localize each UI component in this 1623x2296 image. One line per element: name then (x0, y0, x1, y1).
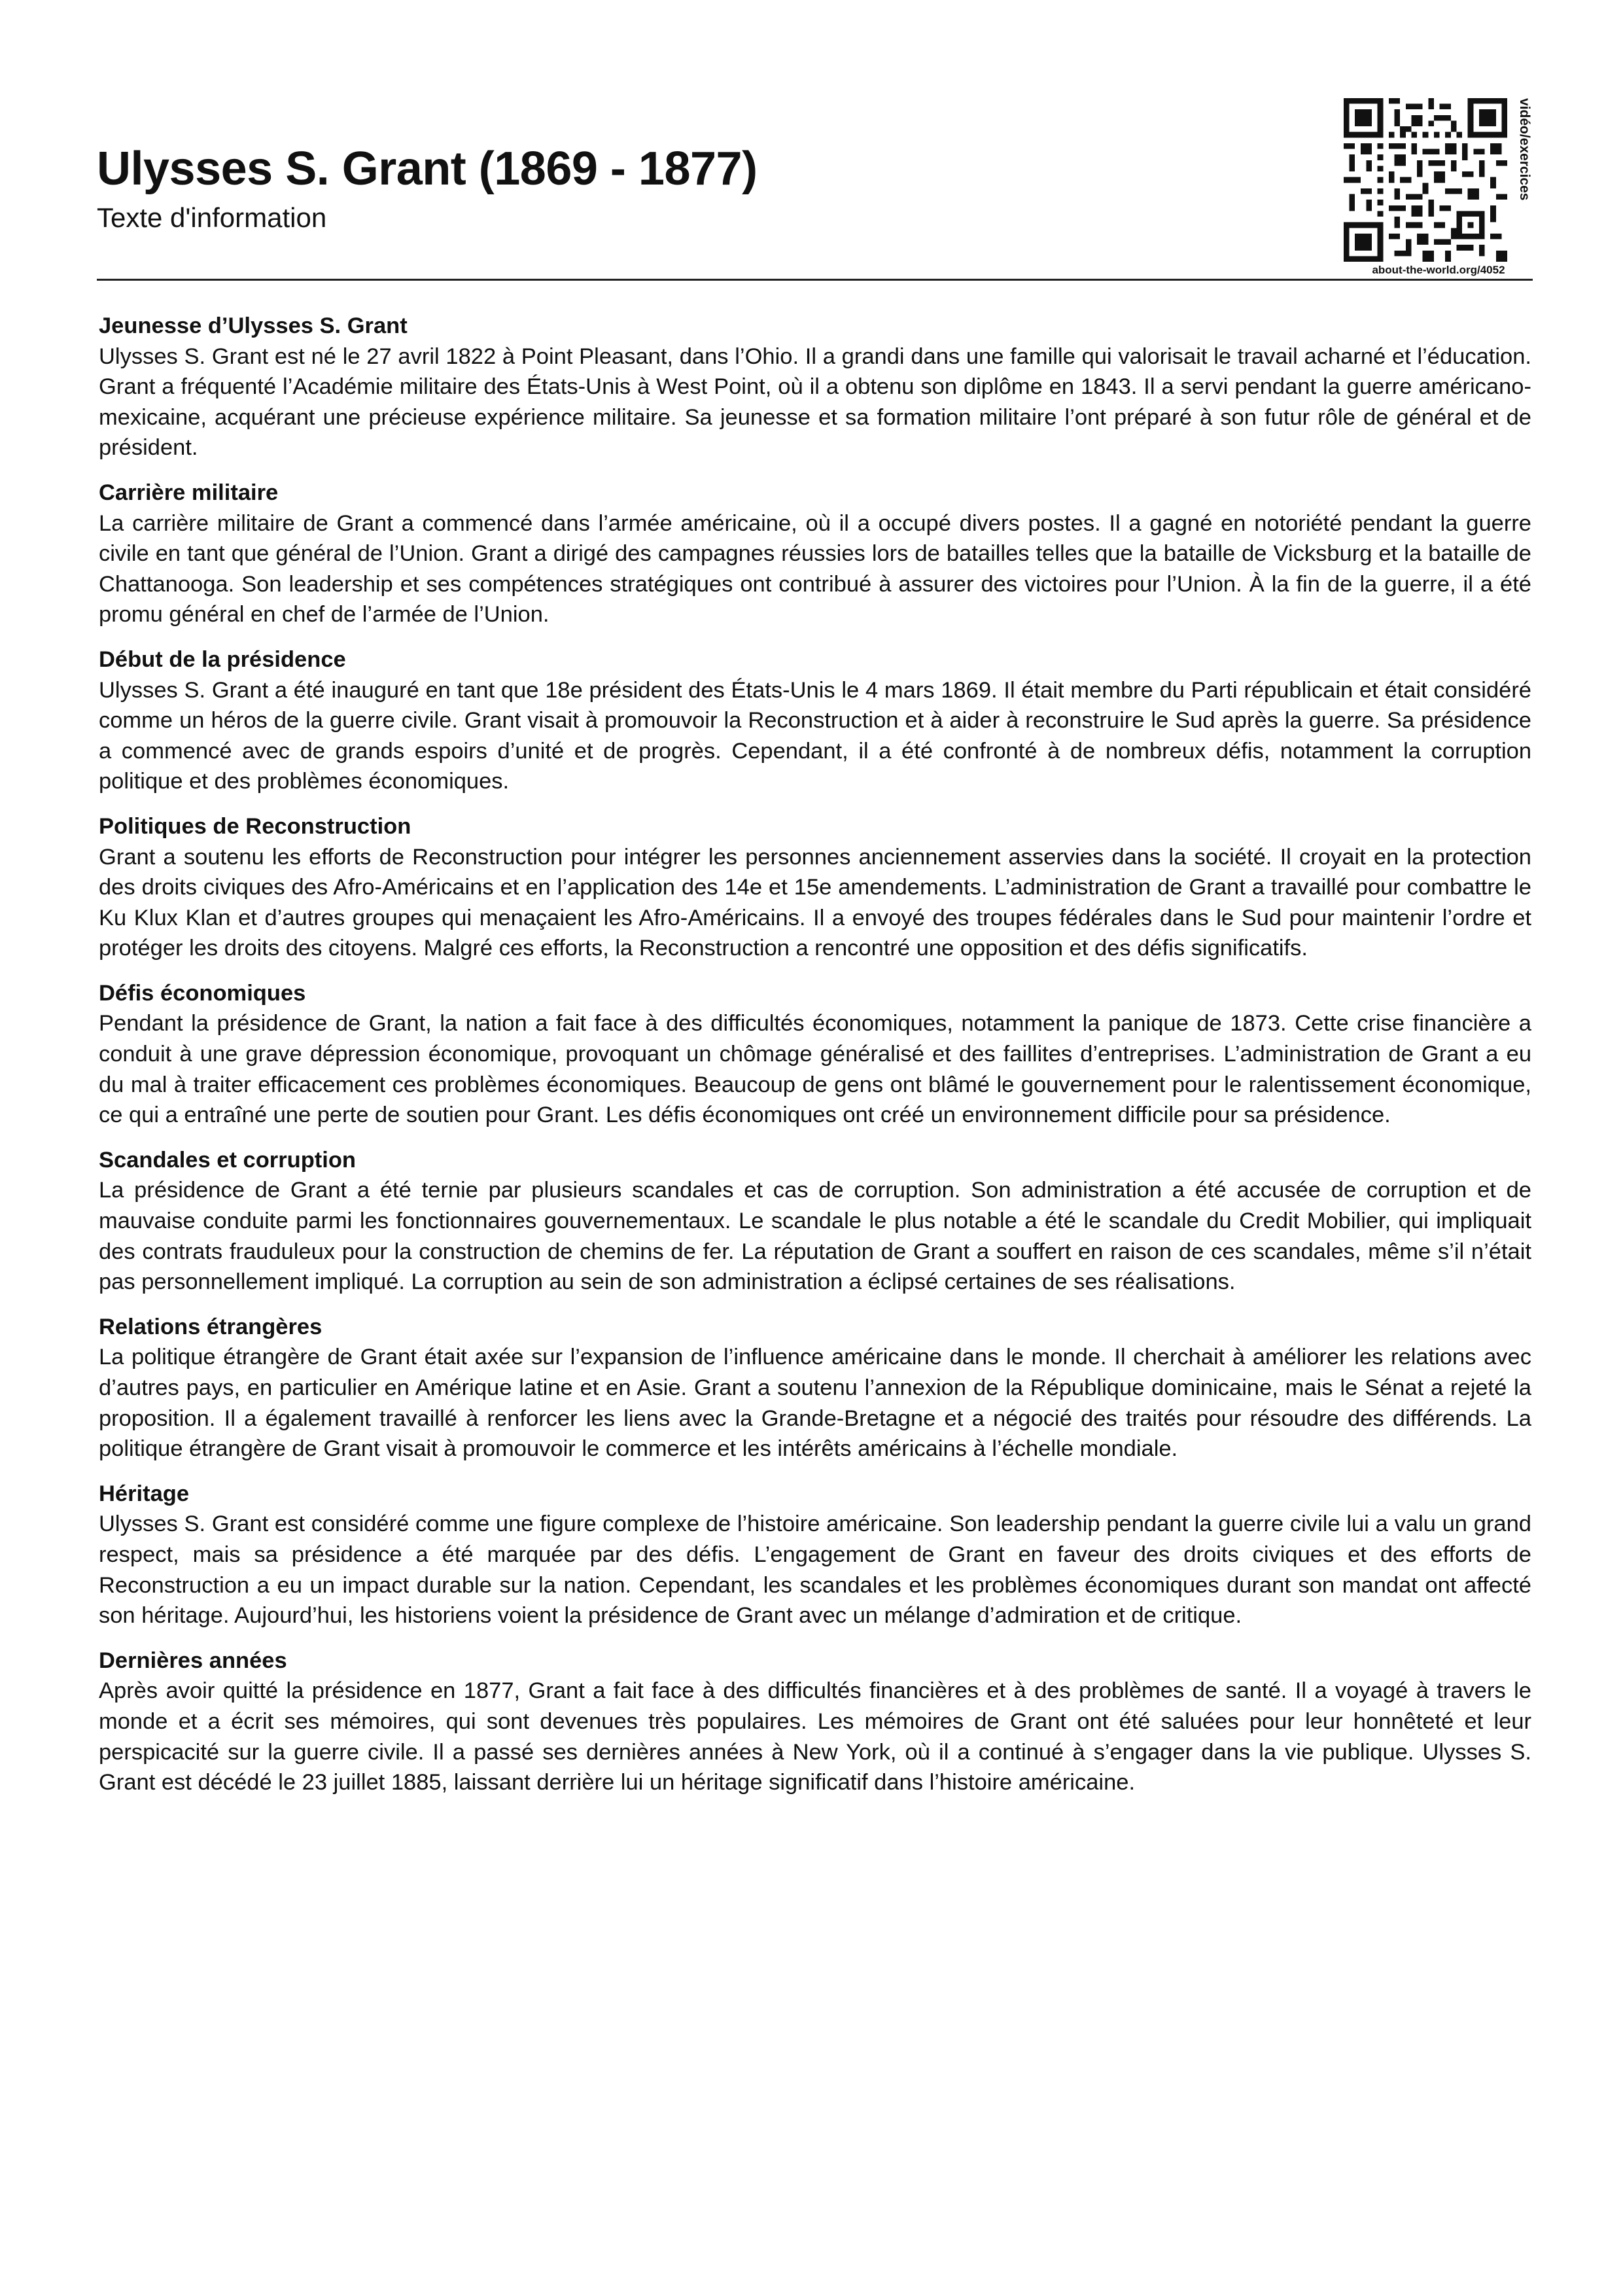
section-paragraph: La présidence de Grant a été ternie par plusieurs scandales et cas de corruption. Son administration a été accusée de corruption et de mauvaise conduite parmi les fonctionnaires gouvernementaux. Le scandale le plus notable a été le scandale du Credit Mobilier, qui impliquait des contrats frauduleux pour la construction de chemins de fer. La réputation de Grant a souffert en raison de ces scandales, même s’il n’était pas personnellement impliqué. La corruption au sein de son administration a éclipsé certaines de ses réalisations. (99, 1178, 1531, 1295)
page-subtitle: Texte d'information (97, 202, 327, 233)
section-paragraph: Ulysses S. Grant a été inauguré en tant que 18e président des États-Unis le 4 mars 1869. Il était membre du Parti républicain et était considéré comme un héros de la guerre civile. Grant visait à promouvoir la Reconstruction et à aider à reconstruire le Sud après la guerre. Sa présidence a commencé avec de grands espoirs d’unité et de progrès. Cependant, il a été confronté à de nombreux défis, notamment la corruption politique et des problèmes économiques. (99, 677, 1531, 794)
section-heading: Défis économiques (99, 980, 306, 1006)
section-heading: Héritage (99, 1481, 190, 1506)
qr-link-block[interactable] (1344, 98, 1533, 279)
section-heading: Politiques de Reconstruction (99, 813, 411, 839)
section-carriere-militaire (99, 478, 1531, 630)
qr-url-link[interactable]: about-the-world.org/4052 (1372, 264, 1505, 276)
section-reconstruction (99, 811, 1531, 964)
section-paragraph: La carrière militaire de Grant a commencé dans l’armée américaine, où il a occupé divers postes. Il a gagné en notoriété pendant la guerre civile en tant que général de l’Union. Grant a dirigé des campagnes réussies lors de batailles telles que la bataille de Vicksburg et la bataille de Chattanooga. Son leadership et ses compétences stratégiques ont contribué à assurer des victoires pour l’Union. À la fin de la guerre, il a été promu général en chef de l’armée de l’Union. (99, 510, 1531, 627)
section-paragraph: Grant a soutenu les efforts de Reconstruction pour intégrer les personnes anciennement asservies dans la société. Il croyait en la protection des droits civiques des Afro-Américains et en l’application des 14e et 15e amendements. L’administration de Grant a travaillé pour combattre le Ku Klux Klan et d’autres groupes qui menaçaient les Afro-Américains. Il a envoyé des troupes fédérales dans le Sud pour maintenir l’ordre et protéger les droits des citoyens. Malgré ces efforts, la Reconstruction a rencontré une opposition et des défis significatifs. (99, 844, 1531, 961)
section-heading: Début de la présidence (99, 646, 346, 672)
section-scandales (99, 1145, 1531, 1298)
section-heading: Jeunesse d’Ulysses S. Grant (99, 313, 408, 338)
qr-code-icon[interactable] (1344, 98, 1507, 262)
section-defis-economiques (99, 978, 1531, 1131)
section-debut-presidence (99, 645, 1531, 797)
section-paragraph: Après avoir quitté la présidence en 1877, Grant a fait face à des difficultés financières et à des problèmes de santé. Il a voyagé à travers le monde et a écrit ses mémoires, qui sont devenues très populaires. Les mémoires de Grant ont été saluées pour leur honnêteté et leur perspicacité sur la guerre civile. Il a passé ses dernières années à New York, où il a continué à s’engager dans la vie publique. Ulysses S. Grant est décédé le 23 juillet 1885, laissant derrière lui un héritage significatif dans l’histoire américaine. (99, 1678, 1531, 1795)
header-divider (97, 279, 1533, 281)
section-paragraph: La politique étrangère de Grant était axée sur l’expansion de l’influence américaine dans le monde. Il cherchait à améliorer les relations avec d’autres pays, en particulier en Amérique latine et en Asie. Grant a soutenu l’annexion de la République dominicaine, mais le Sénat a rejeté la proposition. Il a également travaillé à renforcer les liens avec la Grande-Bretagne et a négocié des traités pour résoudre des différends. La politique étrangère de Grant visait à promouvoir le commerce et les intérêts américains à l’échelle mondiale. (99, 1345, 1531, 1462)
section-heading: Scandales et corruption (99, 1147, 357, 1173)
section-paragraph: Ulysses S. Grant est considéré comme une figure complexe de l’histoire américaine. Son leadership pendant la guerre civile lui a valu un grand respect, mais sa présidence a été marquée par des défis. L’engagement de Grant en faveur des droits civiques et des efforts de Reconstruction a eu un impact durable sur la nation. Cependant, les scandales et les problèmes économiques durant son mandat ont affecté son héritage. Aujourd’hui, les historiens voient la présidence de Grant avec un mélange d’admiration et de critique. (99, 1511, 1531, 1629)
section-heading: Dernières années (99, 1648, 287, 1673)
section-paragraph: Ulysses S. Grant est né le 27 avril 1822 à Point Pleasant, dans l’Ohio. Il a grandi dans une famille qui valorisait le travail acharné et l’éducation. Grant a fréquenté l’Académie militaire des États-Unis à West Point, où il a obtenu son diplôme en 1843. Il a servi pendant la guerre américano-mexicaine, acquérant une précieuse expérience militaire. Sa jeunesse et sa formation militaire l’ont préparé à son futur rôle de général et de président. (99, 344, 1531, 461)
qr-caption-vertical: vidéo/exercices (1517, 98, 1532, 201)
page-header (97, 98, 1533, 280)
section-heritage (99, 1479, 1531, 1631)
section-jeunesse (99, 311, 1531, 463)
document-body (99, 311, 1531, 1812)
section-heading: Relations étrangères (99, 1314, 323, 1339)
section-relations-etrangeres (99, 1312, 1531, 1464)
section-heading: Carrière militaire (99, 480, 279, 505)
section-dernieres-annees (99, 1646, 1531, 1798)
page-title: Ulysses S. Grant (1869 - 1877) (97, 143, 758, 195)
section-paragraph: Pendant la présidence de Grant, la nation a fait face à des difficultés économiques, notamment la panique de 1873. Cette crise financière a conduit à une grave dépression économique, provoquant un chômage généralisé et des faillites d’entreprises. L’administration de Grant a eu du mal à traiter efficacement ces problèmes économiques. Beaucoup de gens ont blâmé le gouvernement pour le ralentissement économique, ce qui a entraîné une perte de soutien pour Grant. Les défis économiques ont créé un environnement difficile pour sa présidence. (99, 1011, 1531, 1128)
